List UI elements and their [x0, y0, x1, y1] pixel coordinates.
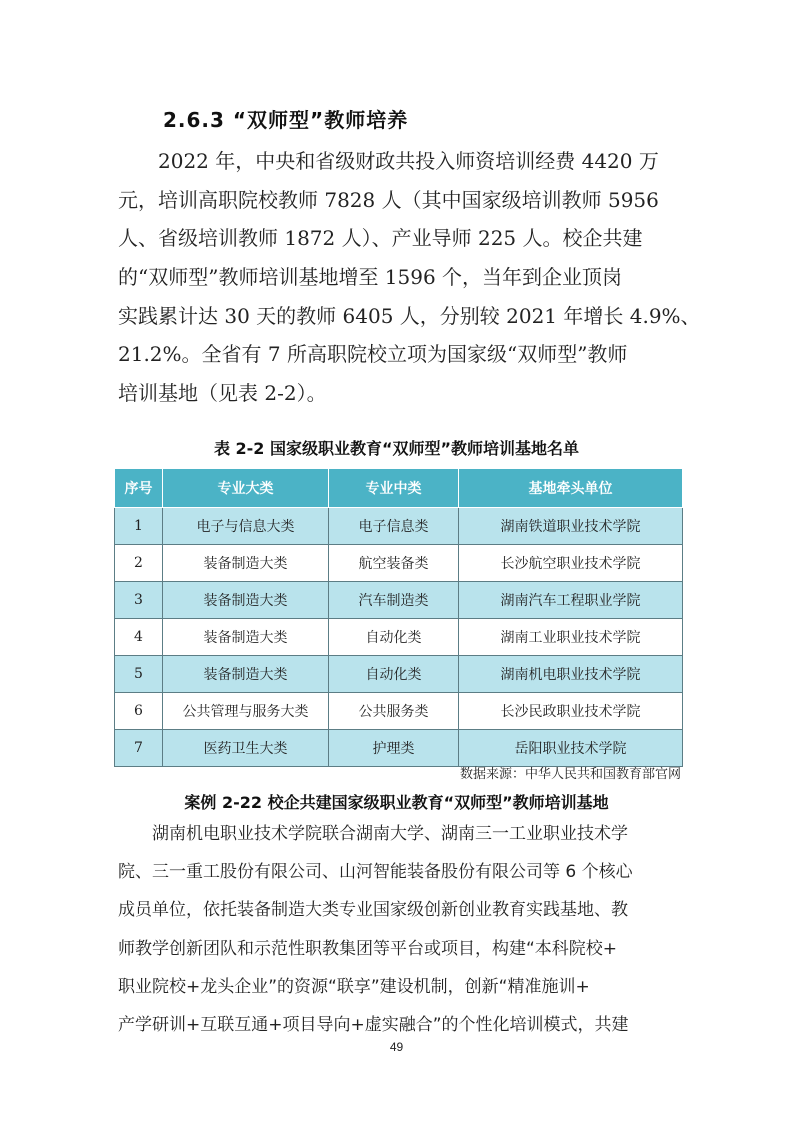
table-cell: 自动化类: [329, 619, 459, 656]
case-title: 案例 2-22 校企共建国家级职业教育“双师型”教师培训基地: [184, 793, 609, 812]
paragraph-line: 成员单位，依托装备制造大类专业国家级创新创业教育实践基地、教: [118, 900, 628, 921]
column-header-index: 序号: [115, 469, 163, 508]
table-row: [115, 508, 683, 545]
table-cell: 5: [115, 656, 163, 693]
paragraph-line: 2022 年，中央和省级财政共投入师资培训经费 4420 万: [158, 149, 659, 173]
table-cell: 6: [115, 693, 163, 730]
table-cell: 航空装备类: [329, 545, 459, 582]
paragraph-line: 产学研训+互联互通+项目导向+虚实融合”的个性化培训模式，共建: [118, 1014, 629, 1035]
paragraph-line: 的“双师型”教师培训基地增至 1596 个，当年到企业顶岗: [118, 265, 623, 290]
table-cell: 湖南机电职业技术学院: [459, 656, 683, 693]
table-caption: 表 2-2 国家级职业教育“双师型”教师培训基地名单: [213, 439, 580, 458]
table-row: [115, 656, 683, 693]
paragraph-line: 湖南机电职业技术学院联合湖南大学、湖南三一工业职业技术学: [152, 824, 628, 844]
table-cell: 装备制造大类: [163, 656, 329, 693]
paragraph-line: 人、省级培训教师 1872 人）、产业导师 225 人。校企共建: [118, 226, 643, 251]
paragraph-line: 21.2%。全省有 7 所高职院校立项为国家级“双师型”教师: [118, 342, 628, 367]
table-cell: 长沙航空职业技术学院: [459, 545, 683, 582]
table-cell: 汽车制造类: [329, 582, 459, 619]
table-cell: 3: [115, 582, 163, 619]
table-cell: 2: [115, 545, 163, 582]
paragraph-line: 元，培训高职院校教师 7828 人（其中国家级培训教师 5956: [118, 187, 659, 212]
table-cell: 1: [115, 508, 163, 545]
section-heading: 2.6.3 “双师型”教师培养: [163, 108, 409, 132]
table-cell: 装备制造大类: [163, 545, 329, 582]
table-cell: 公共服务类: [329, 693, 459, 730]
paragraph-line: 培训基地（见表 2-2）。: [118, 381, 327, 406]
training-base-table: [114, 468, 683, 767]
page-number: 49: [389, 1040, 404, 1054]
table-cell: 4: [115, 619, 163, 656]
table-cell: 医药卫生大类: [163, 730, 329, 767]
column-header-sub-category: 专业中类: [329, 469, 459, 508]
table-row: [115, 545, 683, 582]
table-row: [115, 730, 683, 767]
table-row: [115, 582, 683, 619]
paragraph-line: 院、三一重工股份有限公司、山河智能装备股份有限公司等 6 个核心: [118, 862, 633, 883]
table-cell: 湖南汽车工程职业学院: [459, 582, 683, 619]
table-cell: 公共管理与服务大类: [163, 693, 329, 730]
table-cell: 湖南工业职业技术学院: [459, 619, 683, 656]
paragraph-line: 实践累计达 30 天的教师 6405 人，分别较 2021 年增长 4.9%、: [118, 303, 701, 328]
table-cell: 岳阳职业技术学院: [459, 730, 683, 767]
table-cell: 自动化类: [329, 656, 459, 693]
paragraph-teacher-training: [118, 142, 701, 413]
table-header-row: [115, 469, 683, 508]
table-cell: 电子信息类: [329, 508, 459, 545]
table-row: [115, 619, 683, 656]
table-source-note: 数据来源：中华人民共和国教育部官网: [459, 767, 681, 782]
column-header-major-category: 专业大类: [163, 469, 329, 508]
paragraph-line: 师教学创新团队和示范性职教集团等平台或项目，构建“本科院校+: [118, 938, 618, 959]
table-row: [115, 693, 683, 730]
table-cell: 装备制造大类: [163, 619, 329, 656]
case-paragraph: [118, 815, 678, 1044]
table-cell: 护理类: [329, 730, 459, 767]
column-header-lead-institution: 基地牵头单位: [459, 469, 683, 508]
table-cell: 长沙民政职业技术学院: [459, 693, 683, 730]
table-cell: 电子与信息大类: [163, 508, 329, 545]
table-cell: 7: [115, 730, 163, 767]
paragraph-line: 职业院校+龙头企业”的资源“联享”建设机制，创新“精准施训+: [118, 976, 590, 997]
table-cell: 湖南铁道职业技术学院: [459, 508, 683, 545]
table-cell: 装备制造大类: [163, 582, 329, 619]
